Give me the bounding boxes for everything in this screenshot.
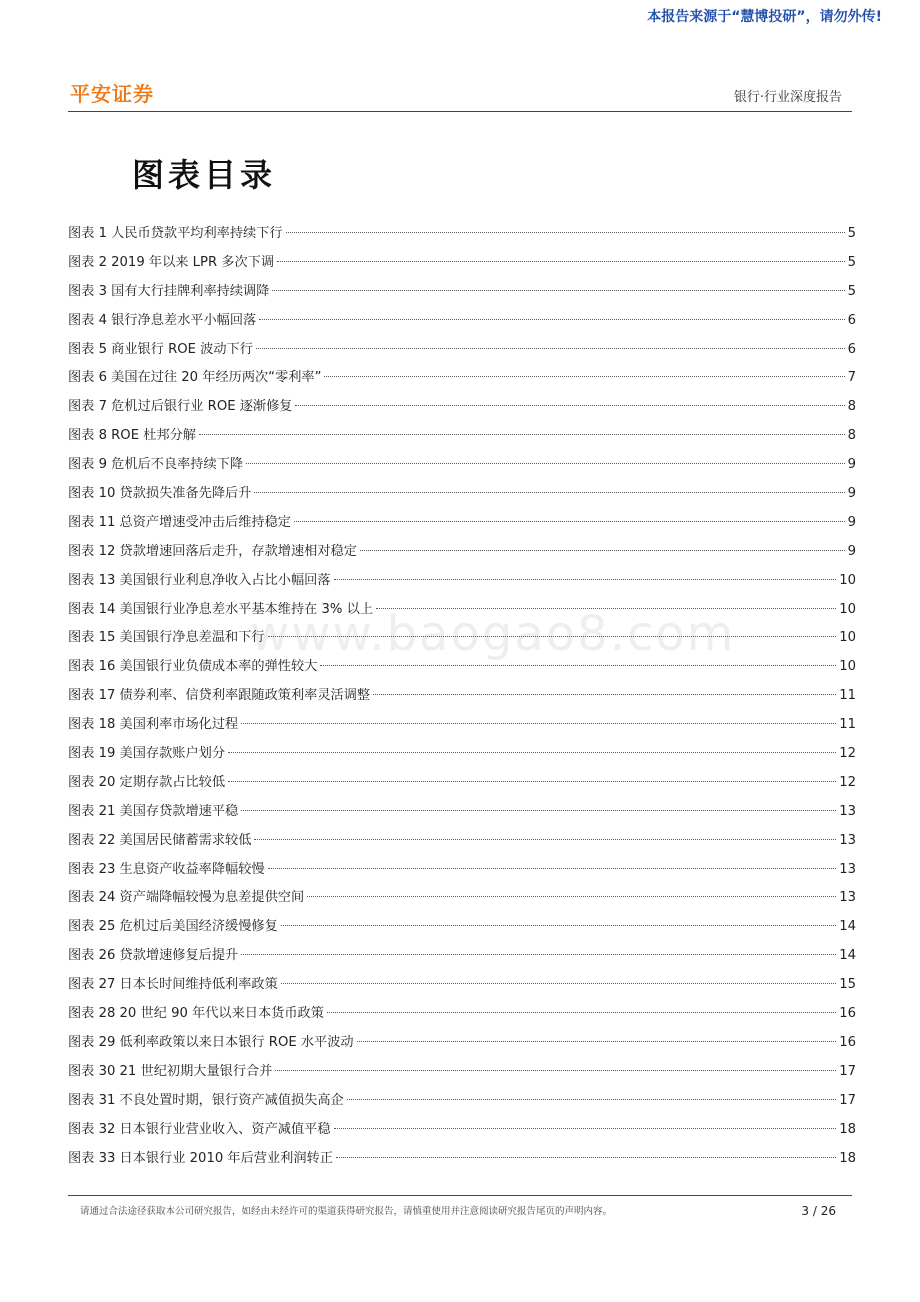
- toc-dot-leader: [307, 896, 836, 897]
- toc-entry-page: 5: [847, 283, 856, 299]
- toc-entry-page: 11: [839, 717, 856, 733]
- toc-entry-page: 10: [839, 630, 856, 646]
- toc-entry-label: 图表 26 贷款增速修复后提升: [68, 948, 239, 964]
- toc-dot-leader: [360, 550, 845, 551]
- toc-title: 图表目录: [132, 156, 277, 194]
- toc-dot-leader: [286, 232, 845, 233]
- toc-dot-leader: [275, 1070, 836, 1071]
- toc-entry-label: 图表 5 商业银行 ROE 波动下行: [68, 341, 253, 357]
- toc-entry-label: 图表 3 国有大行挂牌利率持续调降: [68, 283, 270, 299]
- toc-entry[interactable]: [68, 682, 856, 711]
- toc-entry[interactable]: [68, 538, 856, 567]
- toc-entry-page: 17: [839, 1063, 856, 1079]
- toc-entry-page: 9: [847, 457, 856, 473]
- toc-dot-leader: [259, 319, 844, 320]
- toc-entry[interactable]: [68, 567, 856, 596]
- toc-entry[interactable]: [68, 249, 856, 278]
- toc-entry[interactable]: [68, 364, 856, 393]
- toc-entry-page: 9: [847, 543, 856, 559]
- toc-dot-leader: [281, 983, 836, 984]
- toc-dot-leader: [246, 463, 845, 464]
- source-banner: 本报告来源于“慧博投研”，请勿外传!: [647, 9, 882, 25]
- toc-dot-leader: [241, 810, 836, 811]
- toc-entry-page: 15: [839, 977, 856, 993]
- toc-entry-page: 13: [839, 861, 856, 877]
- toc-entry-label: 图表 8 ROE 杜邦分解: [68, 428, 196, 444]
- toc-entry-label: 图表 15 美国银行净息差温和下行: [68, 630, 265, 646]
- toc-dot-leader: [294, 521, 845, 522]
- toc-dot-leader: [254, 492, 844, 493]
- toc-entry-page: 10: [839, 601, 856, 617]
- toc-list: [68, 220, 856, 1173]
- toc-entry[interactable]: [68, 1145, 856, 1174]
- toc-entry-label: 图表 6 美国在过往 20 年经历两次“零利率”: [68, 370, 322, 386]
- toc-dot-leader: [268, 868, 837, 869]
- toc-entry-label: 图表 22 美国居民储蓄需求较低: [68, 832, 252, 848]
- toc-dot-leader: [373, 694, 836, 695]
- toc-entry-label: 图表 16 美国银行业负债成本率的弹性较大: [68, 659, 318, 675]
- toc-entry-page: 10: [839, 572, 856, 588]
- toc-entry-label: 图表 21 美国存贷款增速平稳: [68, 803, 239, 819]
- toc-dot-leader: [320, 665, 836, 666]
- toc-entry-page: 13: [839, 890, 856, 906]
- watermark: www.baogao8.com: [250, 606, 736, 662]
- toc-entry-label: 图表 32 日本银行业营业收入、资产减值平稳: [68, 1121, 331, 1137]
- toc-entry-page: 16: [839, 1034, 856, 1050]
- toc-entry-label: 图表 30 21 世纪初期大量银行合并: [68, 1063, 273, 1079]
- toc-dot-leader: [295, 405, 844, 406]
- company-logo: 平安证券: [70, 82, 154, 106]
- toc-dot-leader: [241, 723, 836, 724]
- toc-entry-label: 图表 27 日本长时间维持低利率政策: [68, 977, 278, 993]
- footer-divider: [68, 1195, 852, 1196]
- page-number: 3 / 26: [801, 1204, 836, 1218]
- toc-entry[interactable]: [68, 856, 856, 885]
- toc-entry-label: 图表 9 危机后不良率持续下降: [68, 457, 244, 473]
- toc-entry-label: 图表 1 人民币贷款平均利率持续下行: [68, 226, 283, 241]
- toc-entry-label: 图表 28 20 世纪 90 年代以来日本货币政策: [68, 1006, 324, 1022]
- toc-entry[interactable]: [68, 942, 856, 971]
- toc-entry-page: 16: [839, 1006, 856, 1022]
- toc-dot-leader: [347, 1099, 836, 1100]
- toc-entry-page: 13: [839, 803, 856, 819]
- report-type: 银行·行业深度报告: [733, 90, 842, 105]
- header-divider: [68, 111, 852, 112]
- toc-entry-label: 图表 25 危机过后美国经济缓慢修复: [68, 919, 278, 935]
- toc-entry-page: 6: [847, 312, 856, 328]
- toc-entry[interactable]: [68, 971, 856, 1000]
- toc-dot-leader: [334, 579, 837, 580]
- toc-entry-page: 9: [847, 514, 856, 530]
- toc-entry-page: 7: [847, 370, 856, 386]
- toc-entry-label: 图表 2 2019 年以来 LPR 多次下调: [68, 254, 275, 270]
- toc-entry-label: 图表 11 总资产增速受冲击后维持稳定: [68, 514, 291, 530]
- toc-entry[interactable]: [68, 451, 856, 480]
- toc-dot-leader: [199, 434, 845, 435]
- toc-entry-page: 8: [847, 399, 856, 415]
- toc-entry-page: 8: [847, 428, 856, 444]
- toc-entry[interactable]: [68, 393, 856, 422]
- toc-entry[interactable]: [68, 913, 856, 942]
- toc-entry-label: 图表 31 不良处置时期，银行资产减值损失高企: [68, 1092, 344, 1108]
- toc-entry-label: 图表 13 美国银行业利息净收入占比小幅回落: [68, 572, 331, 588]
- toc-dot-leader: [228, 781, 836, 782]
- toc-entry-label: 图表 12 贷款增速回落后走升，存款增速相对稳定: [68, 543, 357, 559]
- toc-entry[interactable]: [68, 1087, 856, 1116]
- toc-entry[interactable]: [68, 596, 856, 625]
- toc-dot-leader: [324, 376, 844, 377]
- toc-entry[interactable]: [68, 1029, 856, 1058]
- toc-entry-label: 图表 33 日本银行业 2010 年后营业利润转正: [68, 1150, 333, 1166]
- toc-entry-page: 14: [839, 948, 856, 964]
- toc-entry[interactable]: [68, 220, 856, 249]
- toc-entry[interactable]: [68, 798, 856, 827]
- toc-entry-label: 图表 14 美国银行业净息差水平基本维持在 3% 以上: [68, 601, 374, 617]
- toc-dot-leader: [376, 608, 836, 609]
- toc-entry[interactable]: [68, 422, 856, 451]
- toc-entry[interactable]: [68, 509, 856, 538]
- toc-dot-leader: [256, 348, 845, 349]
- toc-entry[interactable]: [68, 624, 856, 653]
- toc-entry[interactable]: [68, 769, 856, 798]
- toc-entry[interactable]: [68, 884, 856, 913]
- toc-entry-page: 12: [839, 746, 856, 762]
- toc-dot-leader: [336, 1157, 836, 1158]
- toc-entry-label: 图表 17 债券利率、信贷利率跟随政策利率灵活调整: [68, 688, 371, 704]
- toc-entry-page: 18: [839, 1150, 856, 1166]
- toc-dot-leader: [254, 839, 836, 840]
- toc-entry-page: 6: [847, 341, 856, 357]
- toc-entry-label: 图表 19 美国存款账户划分: [68, 746, 226, 762]
- toc-entry-label: 图表 24 资产端降幅较慢为息差提供空间: [68, 890, 305, 906]
- toc-entry-label: 图表 29 低利率政策以来日本银行 ROE 水平波动: [68, 1034, 354, 1050]
- toc-entry[interactable]: [68, 1000, 856, 1029]
- toc-entry-page: 14: [839, 919, 856, 935]
- toc-entry[interactable]: [68, 480, 856, 509]
- toc-entry[interactable]: [68, 336, 856, 365]
- toc-entry-page: 18: [839, 1121, 856, 1137]
- toc-entry-page: 11: [839, 688, 856, 704]
- toc-entry-page: 10: [839, 659, 856, 675]
- toc-entry[interactable]: [68, 1058, 856, 1087]
- toc-entry-page: 12: [839, 774, 856, 790]
- toc-entry[interactable]: [68, 1116, 856, 1145]
- toc-dot-leader: [334, 1128, 837, 1129]
- toc-dot-leader: [281, 925, 836, 926]
- toc-dot-leader: [357, 1041, 837, 1042]
- toc-entry-label: 图表 10 贷款损失准备先降后升: [68, 486, 252, 502]
- toc-entry-page: 17: [839, 1092, 856, 1108]
- toc-entry-label: 图表 7 危机过后银行业 ROE 逐渐修复: [68, 399, 293, 415]
- toc-dot-leader: [272, 290, 844, 291]
- toc-entry[interactable]: [68, 653, 856, 682]
- toc-entry-label: 图表 23 生息资产收益率降幅较慢: [68, 861, 265, 877]
- toc-entry-page: 9: [847, 486, 856, 502]
- toc-entry[interactable]: [68, 711, 856, 740]
- toc-entry-label: 图表 20 定期存款占比较低: [68, 774, 226, 790]
- toc-entry[interactable]: [68, 278, 856, 307]
- toc-entry-label: 图表 4 银行净息差水平小幅回落: [68, 312, 257, 328]
- toc-entry[interactable]: [68, 827, 856, 856]
- toc-dot-leader: [268, 636, 837, 637]
- toc-dot-leader: [241, 954, 836, 955]
- toc-entry-page: 5: [847, 254, 856, 270]
- toc-entry-page: 13: [839, 832, 856, 848]
- toc-dot-leader: [277, 261, 845, 262]
- toc-entry[interactable]: [68, 740, 856, 769]
- toc-dot-leader: [327, 1012, 836, 1013]
- footer-disclaimer: 请通过合法途径获取本公司研究报告，如经由未经许可的渠道获得研究报告，请慎重使用并注意阅读研究报告尾页的声明内容。: [80, 1206, 613, 1217]
- toc-entry[interactable]: [68, 307, 856, 336]
- toc-dot-leader: [228, 752, 836, 753]
- toc-entry-page: 5: [847, 226, 856, 241]
- toc-entry-label: 图表 18 美国利率市场化过程: [68, 717, 239, 733]
